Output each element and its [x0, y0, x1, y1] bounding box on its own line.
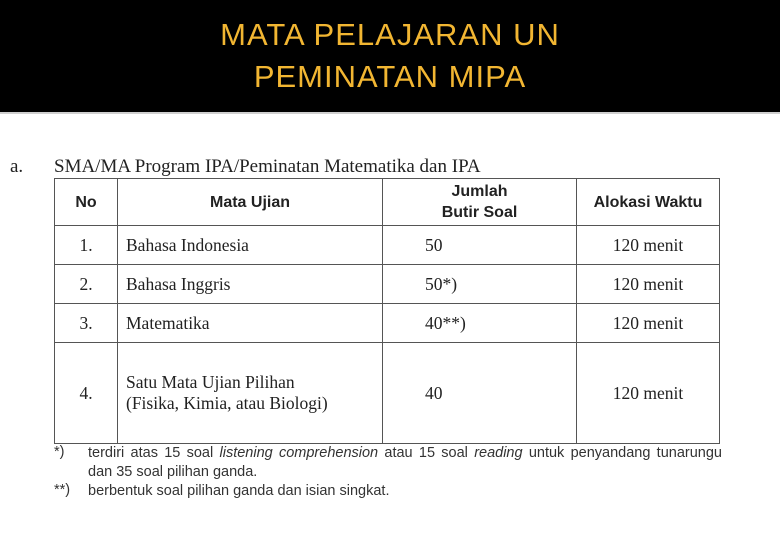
title-line-2: PEMINATAN MIPA: [253, 59, 527, 94]
footnote: [54, 482, 722, 501]
section-title: SMA/MA Program IPA/Peminatan Matematika dan IPA: [54, 156, 481, 177]
header-alokasi: Alokasi Waktu: [577, 179, 720, 226]
header-mata-ujian: Mata Ujian: [118, 179, 383, 226]
cell-no: 1.: [55, 226, 118, 265]
cell-mata-ujian: [118, 343, 383, 444]
header-jumlah-line1: Jumlah: [451, 183, 508, 200]
footnote-mark: **): [54, 482, 71, 498]
cell-mata-ujian-line2: (Fisika, Kimia, atau Biologi): [126, 393, 328, 413]
cell-jumlah: 50*): [383, 265, 577, 304]
cell-no: 4.: [55, 343, 118, 444]
cell-mata-ujian: Bahasa Inggris: [118, 265, 383, 304]
footnotes: [54, 444, 722, 501]
cell-no: 3.: [55, 304, 118, 343]
slide-header: [0, 0, 780, 112]
footnote: [54, 444, 722, 482]
cell-jumlah: 40: [383, 343, 577, 444]
table-row: [55, 226, 720, 265]
cell-mata-ujian: Matematika: [118, 304, 383, 343]
cell-alokasi: 120 menit: [577, 265, 720, 304]
cell-mata-ujian: Bahasa Indonesia: [118, 226, 383, 265]
exam-table: [54, 178, 720, 444]
cell-mata-ujian-line1: Satu Mata Ujian Pilihan: [126, 372, 295, 392]
footnote-text: berbentuk soal pilihan ganda dan isian singkat.: [88, 483, 390, 499]
title-line-1: MATA PELAJARAN UN: [220, 17, 560, 52]
footnote-text: terdiri atas 15 soal listening comprehension atau 15 soal reading untuk penyandang tunarungu dan 35 soal pilihan ganda.: [88, 445, 722, 480]
table-row: [55, 265, 720, 304]
cell-no: 2.: [55, 265, 118, 304]
section-letter: a.: [10, 156, 24, 177]
cell-alokasi: 120 menit: [577, 343, 720, 444]
header-jumlah-line2: Butir Soal: [441, 204, 518, 221]
section-heading: [10, 156, 750, 178]
divider: [0, 112, 780, 114]
cell-alokasi: 120 menit: [577, 304, 720, 343]
cell-jumlah: 50: [383, 226, 577, 265]
table-row: [55, 304, 720, 343]
header-no: No: [55, 179, 118, 226]
cell-alokasi: 120 menit: [577, 226, 720, 265]
footnote-mark: *): [54, 444, 65, 460]
cell-jumlah: 40**): [383, 304, 577, 343]
header-jumlah: [383, 179, 577, 226]
table-header-row: [55, 179, 720, 226]
table-row: [55, 343, 720, 444]
